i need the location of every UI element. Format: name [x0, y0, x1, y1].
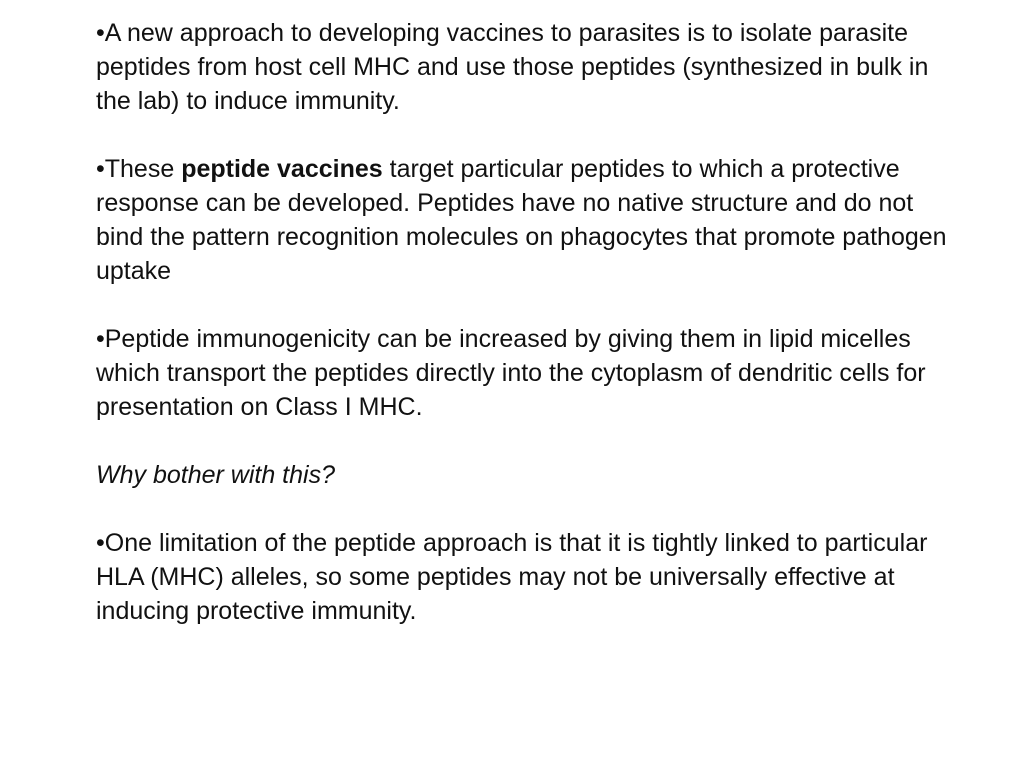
- peptide-vaccines-term: peptide vaccines: [181, 155, 383, 183]
- slide-body: [96, 16, 956, 628]
- question-heading: Why bother with this?: [96, 461, 335, 489]
- bullet-peptide-vaccines-rest: target particular peptides to which a protective response can be developed. Peptides have no native structure and do not bind the pattern recognition molecules on phagocytes that promote pathogen uptake: [96, 155, 947, 285]
- bullet-immunogenicity: •Peptide immunogenicity can be increased by giving them in lipid micelles which transport the peptides directly into the cytoplasm of dendritic cells for presentation on Class I MHC.: [96, 325, 926, 421]
- bullet-new-approach: •A new approach to developing vaccines to parasites is to isolate parasite peptides from host cell MHC and use those peptides (synthesized in bulk in the lab) to induce immunity.: [96, 19, 929, 115]
- bullet-limitation: •One limitation of the peptide approach is that it is tightly linked to particular HLA (MHC) alleles, so some peptides may not be universally effective at inducing protective immunity.: [96, 529, 928, 625]
- bullet-peptide-vaccines: [96, 152, 956, 288]
- bullet-peptide-vaccines-intro: •These: [96, 155, 182, 183]
